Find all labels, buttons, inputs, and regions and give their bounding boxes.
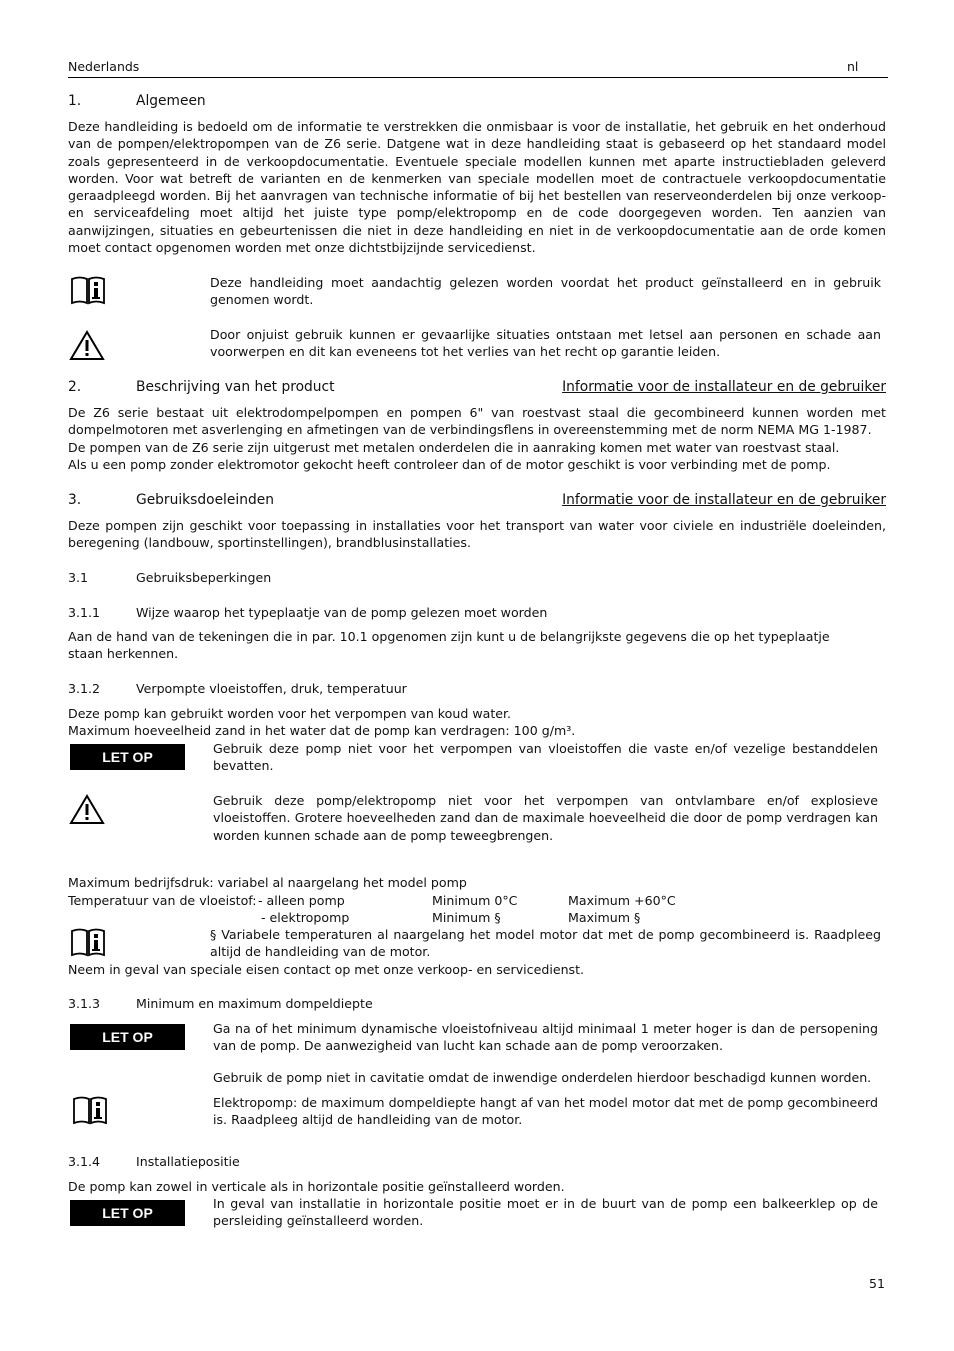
section-title: Algemeen [136, 93, 206, 109]
header-rule [68, 77, 888, 78]
temp-row-min: Minimum § [432, 910, 501, 925]
max-pressure-line: Maximum bedrijfsdruk: variabel al naargelang het model pomp [68, 875, 467, 890]
let-op-badge: LET OP [70, 1200, 185, 1226]
section-number: 2. [68, 379, 82, 395]
section-title: Minimum en maximum dompeldiepte [136, 996, 373, 1011]
let-op-badge: LET OP [70, 1024, 185, 1050]
let-op-badge: LET OP [70, 744, 185, 770]
let-op-text: Ga na of het minimum dynamische vloeistofniveau altijd minimaal 1 meter hoger is dan de persopening van de pomp. De aanwezigheid van lucht kan schade aan de pomp veroorzaken. [213, 1021, 878, 1054]
section-3-1-1-body: Aan de hand van de tekeningen die in par. 10.1 opgenomen zijn kunt u de belangrijkste gegevens die op het typeplaatje staan herkennen. [68, 629, 830, 662]
header-language-code: nl [847, 59, 859, 74]
section-number: 3.1 [68, 570, 89, 585]
section-3-body: Deze pompen zijn geschikt voor toepassing in installaties voor het transport van water voor civiele en industriële doeleinden, beregening (landbouw, sportinstellingen), brandblusinstallaties. [68, 518, 886, 551]
sand-limit-line: Maximum hoeveelheid zand in het water dat de pomp kan verdragen: 100 g/m³. [68, 723, 576, 738]
warning-note: Door onjuist gebruik kunnen er gevaarlijke situaties ontstaan met letsel aan personen en schade aan voorwerpen en dit kan eveneens tot het verlies van het recht op garantie leiden. [210, 327, 881, 360]
section-3-1-2-heading [68, 681, 886, 697]
section-title: Gebruiksdoeleinden [136, 492, 274, 508]
manual-info-icon [70, 928, 106, 958]
max-depth-note: Elektropomp: de maximum dompeldiepte hangt af van het model motor dat met de pomp gecombineerd is. Raadpleeg altijd de handleiding van de motor. [213, 1095, 878, 1128]
audience-label: Informatie voor de installateur en de gebruiker [562, 379, 886, 395]
section-2-body-2: De pompen van de Z6 serie zijn uitgerust met metalen onderdelen die in aanraking komen met water van roestvast staal. [68, 440, 840, 455]
section-title: Wijze waarop het typeplaatje van de pomp gelezen moet worden [136, 605, 548, 620]
special-requests-line: Neem in geval van speciale eisen contact op met onze verkoop- en servicedienst. [68, 962, 585, 977]
section-title: Gebruiksbeperkingen [136, 570, 272, 585]
manual-info-icon [72, 1096, 108, 1126]
section-title: Installatiepositie [136, 1154, 240, 1169]
section-number: 3.1.4 [68, 1154, 101, 1169]
section-number: 3.1.2 [68, 681, 101, 696]
warning-icon [69, 794, 105, 825]
section-number: 3. [68, 492, 82, 508]
header-language: Nederlands [68, 59, 140, 74]
warning-text: Gebruik deze pomp/elektropomp niet voor het verpompen van ontvlambare en/of explosieve vloeistoffen. Grotere hoeveelheden zand dan de maximale hoeveelheid die door de pomp verdragen kan worden kunnen schade aan de pomp teweegbrengen. [213, 793, 878, 843]
section-number: 3.1.1 [68, 605, 101, 620]
section-1-body: Deze handleiding is bedoeld om de informatie te verstrekken die onmisbaar is voor de installatie, het gebruik en het onderhoud van de pompen/elektropompen van de Z6 serie. Datgene wat in deze handleiding staat is gebaseerd op het standaard model zoals gepresenteerd in de verkoopdocumentatie. Eventuele speciale modellen kunnen met aparte instructiebladen geleverd worden. Voor wat betreft de varianten en de kenmerken van speciale modellen moet de contractuele verkoopdocumentatie geraadpleegd worden. Bij het aanvragen van technische informatie of bij het bestellen van reserveonderdelen bij onze verkoop- en serviceafdeling moet altijd het juiste type pomp/elektropomp en de code doorgegeven worden. Ten aanzien van aanwijzingen, situaties en gebeurtenissen die niet in deze handleiding en niet in de verkoopdocumentatie aan de orde komen moet contact opgenomen worden met onze dichtstbijzijnde servicedienst. [68, 119, 886, 256]
section-number: 3.1.3 [68, 996, 101, 1011]
temp-row-min: Minimum 0°C [432, 893, 518, 908]
temp-row-label: - elektropomp [261, 910, 350, 925]
section-3-1-heading [68, 570, 886, 586]
warning-icon [69, 330, 105, 361]
temp-row-max: Maximum +60°C [568, 893, 676, 908]
manual-info-icon [70, 276, 106, 306]
section-1-heading [68, 93, 886, 111]
let-op-text: Gebruik deze pomp niet voor het verpompen van vloeistoffen die vaste en/of vezelige bestanddelen bevatten. [213, 741, 878, 774]
motor-temp-note: § Variabele temperaturen al naargelang het model motor dat met de pomp gecombineerd is. Raadpleeg altijd de handleiding van de motor. [210, 927, 881, 960]
section-2-body-1: De Z6 serie bestaat uit elektrodompelpompen en pompen 6" van roestvast staal die gecombineerd kunnen worden met dompelmotoren met asverlenging en afmetingen van de verbindingsflens in overeenstemming met de norm NEMA MG 1-1987. [68, 405, 886, 438]
temp-row-label: - alleen pomp [258, 893, 345, 908]
cavitation-text: Gebruik de pomp niet in cavitatie omdat de inwendige onderdelen hierdoor beschadigd kunnen worden. [213, 1070, 872, 1085]
section-2-heading [68, 379, 886, 397]
section-number: 1. [68, 93, 82, 109]
section-title: Beschrijving van het product [136, 379, 335, 395]
audience-label: Informatie voor de installateur en de gebruiker [562, 492, 886, 508]
installation-position-line: De pomp kan zowel in verticale als in horizontale positie geïnstalleerd worden. [68, 1179, 565, 1194]
temp-row-max: Maximum § [568, 910, 641, 925]
section-3-1-1-heading [68, 605, 886, 621]
section-3-heading [68, 492, 886, 510]
cold-water-line: Deze pomp kan gebruikt worden voor het verpompen van koud water. [68, 706, 512, 721]
section-3-1-4-heading [68, 1154, 886, 1170]
page-number: 51 [869, 1276, 885, 1291]
section-3-1-3-heading [68, 996, 886, 1012]
temperature-label: Temperatuur van de vloeistof: [68, 893, 257, 908]
let-op-text: In geval van installatie in horizontale positie moet er in de buurt van de pomp een balkeerklep op de persleiding geïnstalleerd worden. [213, 1196, 878, 1229]
section-title: Verpompte vloeistoffen, druk, temperatuur [136, 681, 407, 696]
info-note: Deze handleiding moet aandachtig gelezen worden voordat het product geïnstalleerd en in gebruik genomen wordt. [210, 275, 881, 308]
section-2-body-3: Als u een pomp zonder elektromotor gekocht heeft controleer dan of de motor geschikt is voor verbinding met de pomp. [68, 457, 831, 472]
